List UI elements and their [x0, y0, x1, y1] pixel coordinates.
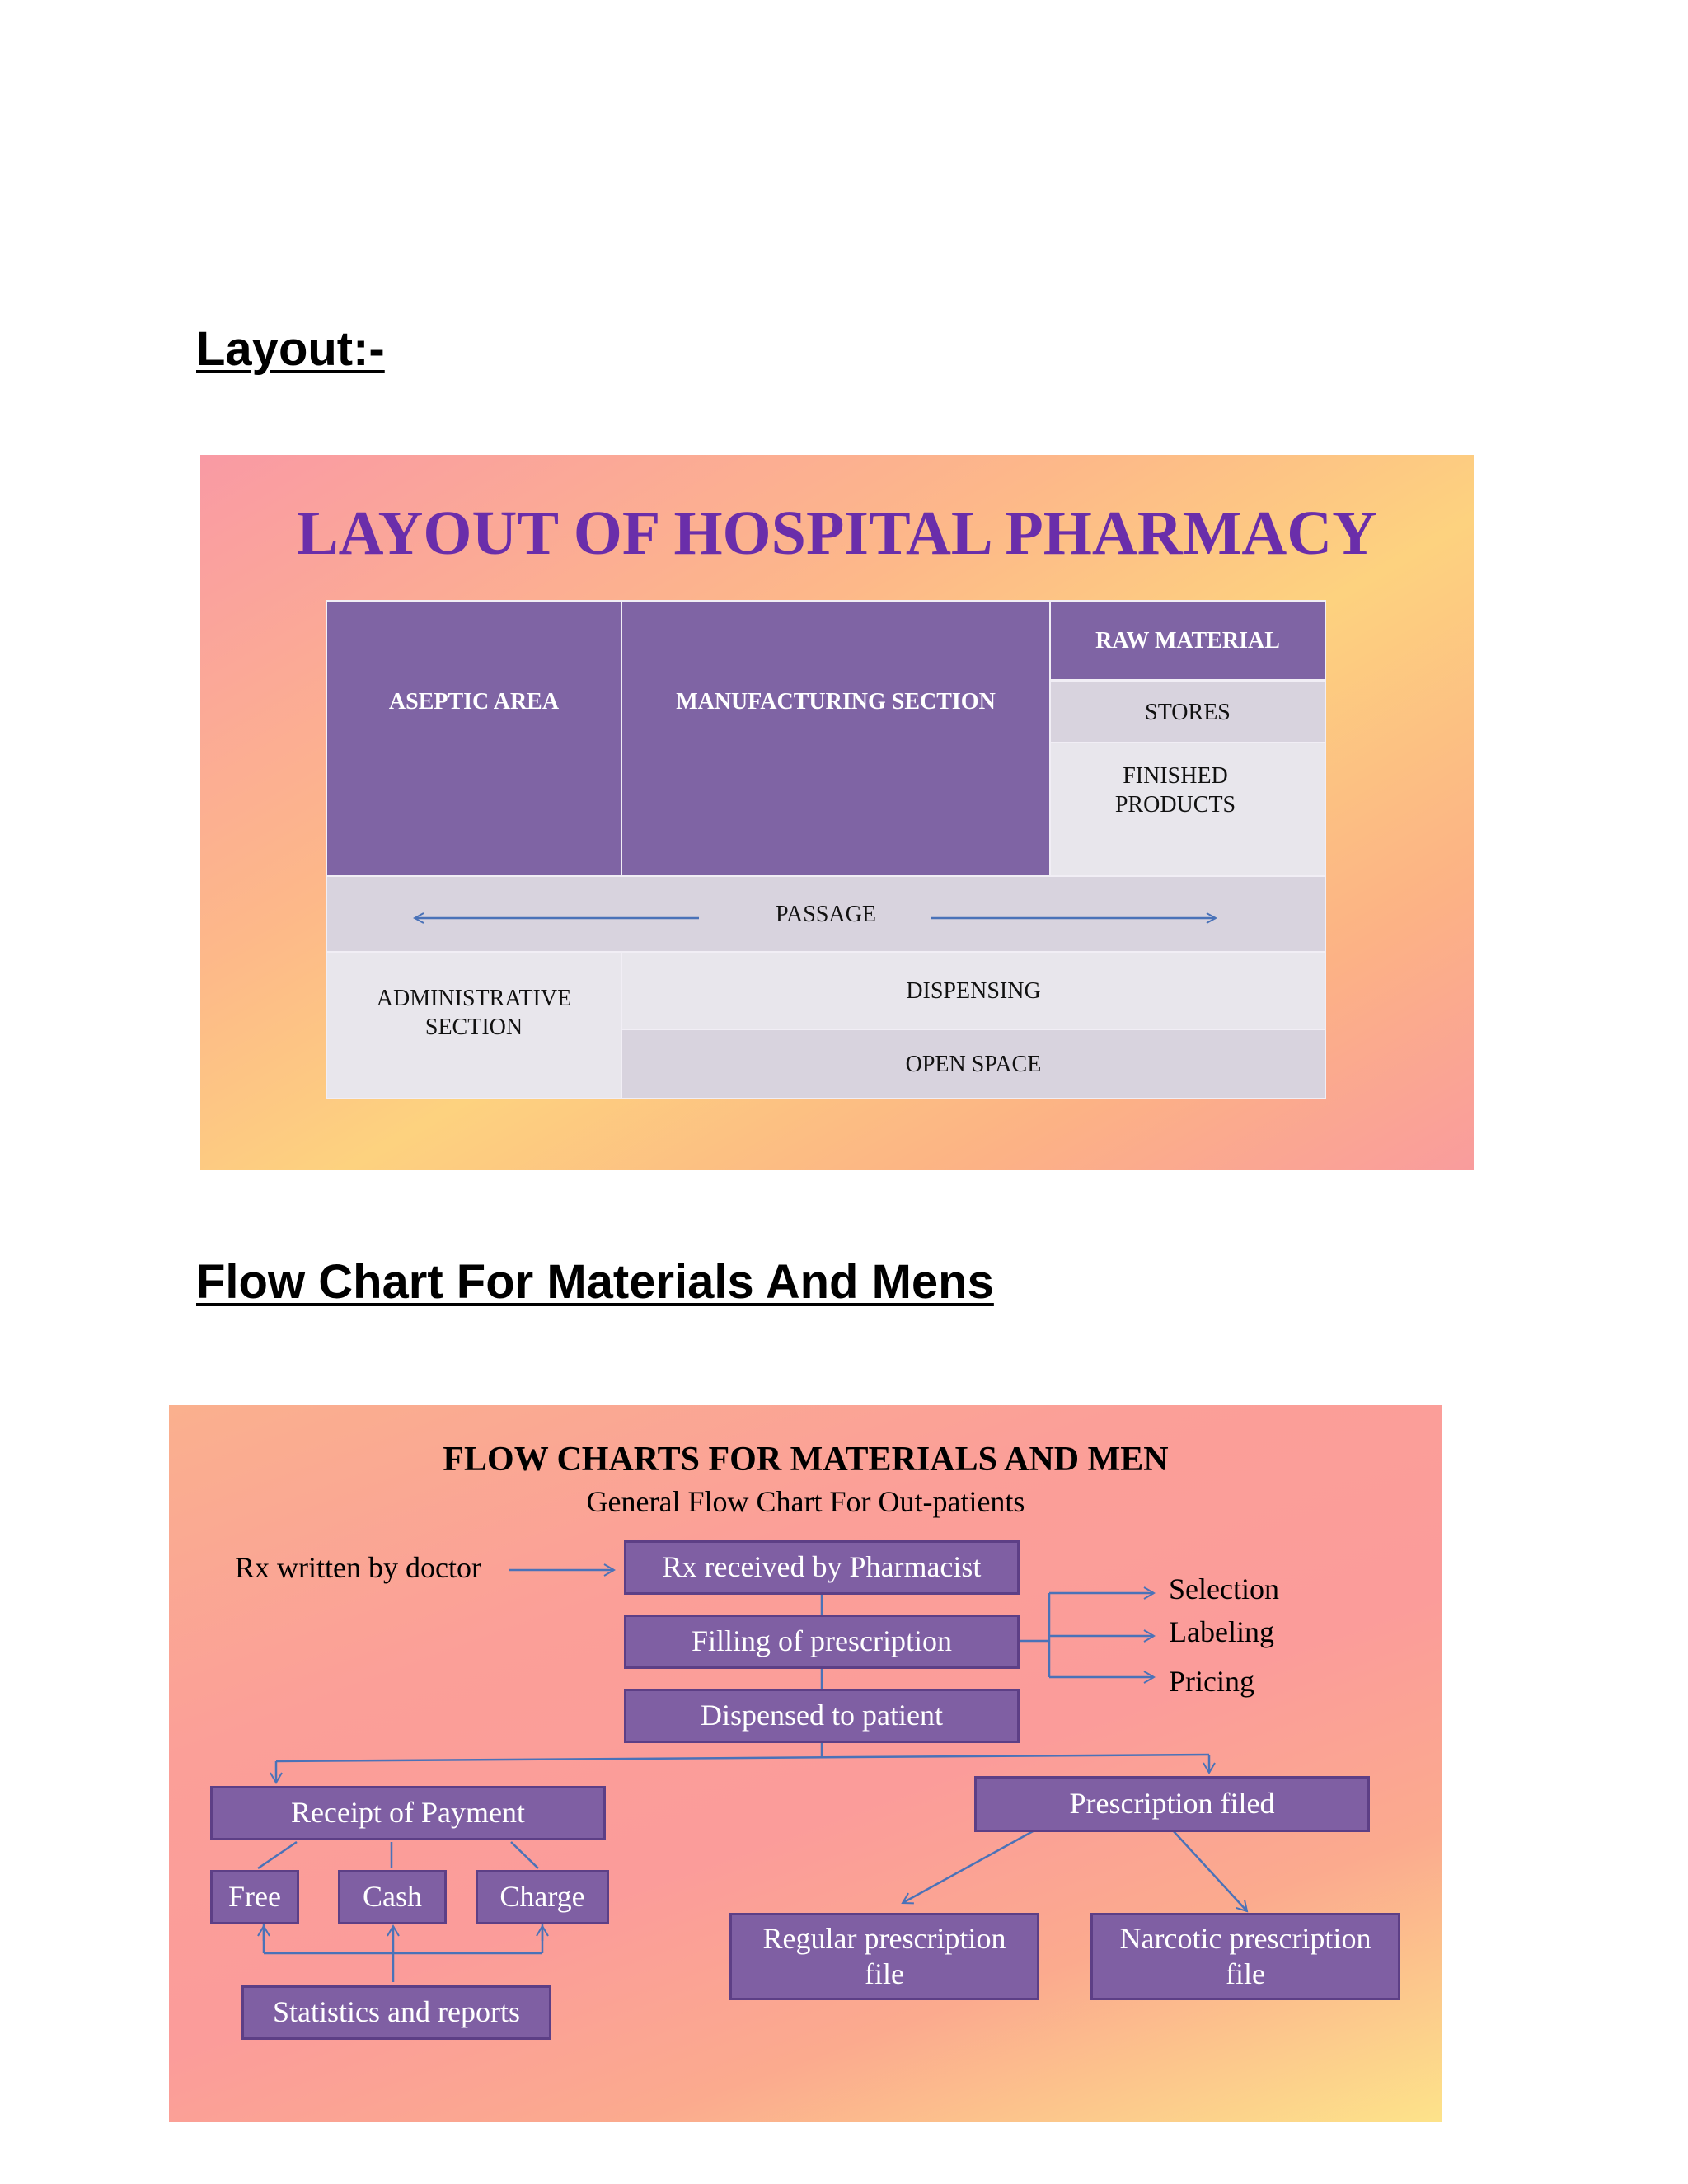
- free-box: [210, 1870, 299, 1924]
- layout-slide: [200, 455, 1474, 1170]
- dispensing-label: DISPENSING: [906, 977, 1041, 1004]
- passage-arrows: [200, 455, 1474, 1170]
- passage-label: PASSAGE: [776, 901, 876, 927]
- narcotic-file-box: [1090, 1913, 1400, 2000]
- rx-received-label: Rx received by Pharmacist: [662, 1550, 982, 1584]
- cash-box: [338, 1870, 447, 1924]
- charge-label: Charge: [499, 1880, 585, 1914]
- receipt-label: Receipt of Payment: [291, 1796, 525, 1830]
- prescription-filed-label: Prescription filed: [1069, 1787, 1275, 1821]
- finished-products-label: FINISHED PRODUCTS: [1114, 763, 1236, 818]
- flow-slide-subtitle: General Flow Chart For Out-patients: [586, 1485, 1025, 1518]
- filed-to-narcotic-arrow: [1173, 1830, 1247, 1911]
- raw-material-label: RAW MATERIAL: [1095, 627, 1280, 654]
- statistics-label: Statistics and reports: [273, 1995, 520, 2029]
- filling-label: Filling of prescription: [692, 1624, 952, 1658]
- charge-box: [476, 1870, 609, 1924]
- aseptic-area-label: ASEPTIC AREA: [388, 688, 560, 715]
- statistics-box: [241, 1985, 551, 2040]
- stores-label: STORES: [1145, 699, 1231, 725]
- open-space-label: OPEN SPACE: [905, 1051, 1042, 1077]
- labeling-label: Labeling: [1169, 1615, 1274, 1648]
- narcotic-file-label: Narcotic prescription file: [1119, 1921, 1372, 1990]
- filling-box: [624, 1615, 1020, 1669]
- regular-file-box: [729, 1913, 1039, 2000]
- flow-slide-title: FLOW CHARTS FOR MATERIALS AND MEN: [443, 1441, 1169, 1479]
- free-label: Free: [228, 1880, 281, 1914]
- cash-label: Cash: [363, 1880, 422, 1914]
- receipt-box: [210, 1786, 606, 1840]
- regular-file-label: Regular prescription file: [762, 1921, 1006, 1990]
- flow-chart-slide: [169, 1405, 1442, 2122]
- pricing-label: Pricing: [1169, 1665, 1254, 1698]
- receipt-to-free-line: [258, 1842, 297, 1868]
- horizontal-split-line: [276, 1755, 1209, 1761]
- filed-to-regular-arrow: [903, 1830, 1034, 1903]
- receipt-to-charge-line: [511, 1842, 538, 1868]
- rx-written-label: Rx written by doctor: [235, 1551, 481, 1584]
- manufacturing-section-label: MANUFACTURING SECTION: [676, 688, 996, 715]
- prescription-filed-box: [974, 1776, 1370, 1832]
- layout-slide-title: LAYOUT OF HOSPITAL PHARMACY: [296, 499, 1378, 568]
- administrative-section-label: ADMINISTRATIVE SECTION: [376, 986, 572, 1040]
- dispensed-box: [624, 1689, 1020, 1743]
- selection-label: Selection: [1169, 1572, 1279, 1605]
- dispensed-label: Dispensed to patient: [701, 1699, 943, 1732]
- rx-received-box: [624, 1540, 1020, 1595]
- flow-chart-heading: Flow Chart For Materials And Mens: [196, 1255, 994, 1309]
- layout-heading: Layout:-: [196, 322, 385, 376]
